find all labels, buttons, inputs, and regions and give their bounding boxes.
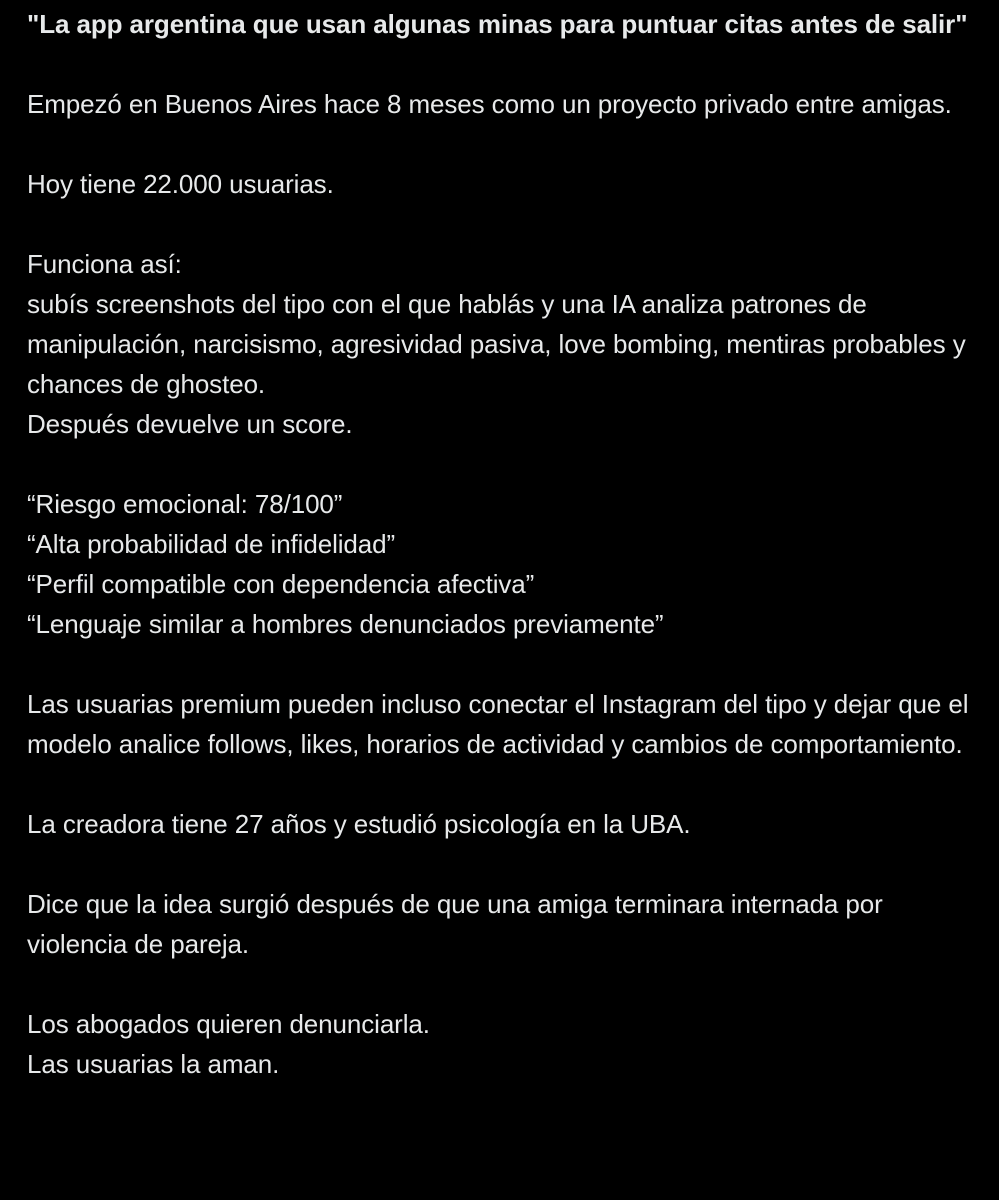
paragraph-origin <box>27 84 977 124</box>
paragraph-premium <box>27 684 977 764</box>
paragraph-line: subís screenshots del tipo con el que hablás y una IA analiza patrones de manipulación, narcisismo, agresividad pasiva, love bombing, mentiras probables y chances de ghosteo. <box>27 289 966 399</box>
paragraph-line: Después devuelve un score. <box>27 409 353 439</box>
paragraph-line: Funciona así: <box>27 249 182 279</box>
paragraph-line: Las usuarias la aman. <box>27 1049 280 1079</box>
paragraph-creator <box>27 804 977 844</box>
post-text <box>27 4 977 1084</box>
score-quote: “Perfil compatible con dependencia afectiva” <box>27 569 535 599</box>
paragraph-line: Las usuarias premium pueden incluso conectar el Instagram del tipo y dejar que el modelo analice follows, likes, horarios de actividad y cambios de comportamiento. <box>27 689 969 759</box>
score-quote: “Lenguaje similar a hombres denunciados previamente” <box>27 609 664 639</box>
score-quote: “Riesgo emocional: 78/100” <box>27 489 343 519</box>
paragraph-users <box>27 164 977 204</box>
post-headline: "La app argentina que usan algunas minas para puntuar citas antes de salir" <box>27 9 968 39</box>
paragraph-line: Los abogados quieren denunciarla. <box>27 1009 430 1039</box>
paragraph-how-it-works <box>27 244 977 444</box>
paragraph-idea-origin <box>27 884 977 964</box>
score-quote: “Alta probabilidad de infidelidad” <box>27 529 396 559</box>
paragraph-line: Empezó en Buenos Aires hace 8 meses como un proyecto privado entre amigas. <box>27 89 952 119</box>
paragraph-line: Hoy tiene 22.000 usuarias. <box>27 169 334 199</box>
paragraph-score-examples <box>27 484 977 644</box>
paragraph-line: Dice que la idea surgió después de que una amiga terminara internada por violencia de pareja. <box>27 889 883 959</box>
paragraph-line: La creadora tiene 27 años y estudió psicología en la UBA. <box>27 809 691 839</box>
paragraph-reactions <box>27 1004 977 1084</box>
